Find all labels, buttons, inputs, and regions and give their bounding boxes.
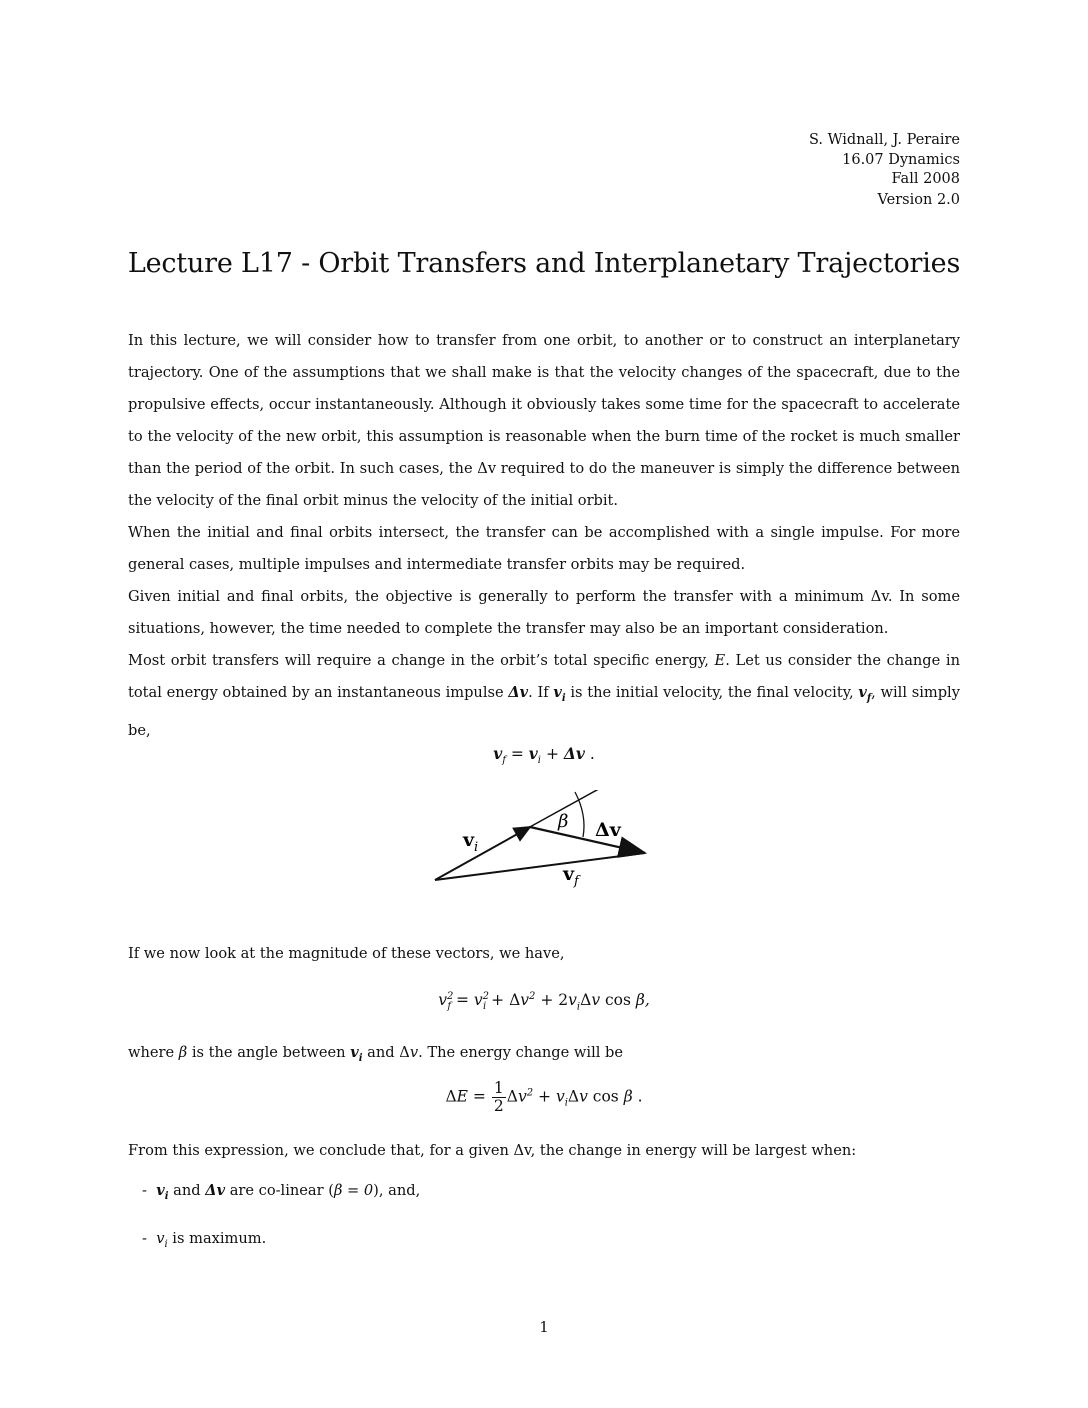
page-title: Lecture L17 - Orbit Transfers and Interplanetary Trajectories <box>127 248 961 279</box>
paragraph-intersect: When the initial and final orbits intersect, the transfer can be accomplished with a single impulse. For more general cases, multiple impulses and intermediate transfer orbits may be required. <box>128 524 960 573</box>
paragraph-angle: where β is the angle between $v_i$ and Δv. The energy change will be <box>128 1044 624 1064</box>
label-beta: β <box>558 811 569 832</box>
paragraph-magnitude: If we now look at the magnitude of these vectors, we have, <box>128 945 565 962</box>
paragraph-conclusion: From this expression, we conclude that, for a given Δv, the change in energy will be largest when: <box>128 1142 857 1159</box>
bullet-maximum: - $v_i$ is maximum. <box>142 1230 267 1250</box>
paragraph-energy: Most orbit transfers will require a change in the orbit’s total specific energy, E. Let us consider the change in total energy obtained by an instantaneous impulse Δv. If $v_i$ is the initial velocity, the final velocity, $v_f$, will simply be, <box>128 652 961 739</box>
authors: S. Widnall, J. Peraire <box>809 132 960 148</box>
term: Fall 2008 <box>891 171 960 187</box>
label-vf: $v_f$ <box>563 863 579 889</box>
course: 16.07 Dynamics <box>842 151 960 168</box>
vector-diagram <box>425 790 665 890</box>
version: Version 2.0 <box>877 191 960 208</box>
paragraph-objective: Given initial and final orbits, the objective is generally to perform the transfer with a minimum Δv. In some situations, however, the time needed to complete the transfer may also be an important consideration. <box>128 588 960 637</box>
label-delta-v: Δv <box>595 819 621 841</box>
header-block <box>809 131 960 210</box>
page-number: 1 <box>539 1318 549 1336</box>
equation-magnitude: $v^2_f = v^2_i + \Delta v^2 + 2v_i\Delta v$ cos β, <box>438 991 650 1013</box>
bullet-colinear: - $v_i$ and Δv are co-linear (β = 0), and, <box>142 1182 421 1202</box>
label-vi: $v_i$ <box>463 829 479 855</box>
paragraph-intro: In this lecture, we will consider how to transfer from one orbit, to another or to construct an interplanetary trajectory. One of the assumptions that we shall make is that the velocity changes of the spacecraft, due to the propulsive effects, occur instantaneously. Although it obviously takes some time for the spacecraft to accelerate to the velocity of the new orbit, this assumption is reasonable when the burn time of the rocket is much smaller than the period of the orbit. In such cases, the Δv required to do the maneuver is simply the difference between the velocity of the final orbit minus the velocity of the initial orbit. <box>128 332 960 509</box>
equation-velocity-sum: $v_f = v_i + \Delta v$ . <box>493 744 595 767</box>
equation-energy-change: ΔE = $\frac{1}{2}$ $\Delta v^2 + v_i\Delta v$ cos β . <box>445 1079 643 1115</box>
